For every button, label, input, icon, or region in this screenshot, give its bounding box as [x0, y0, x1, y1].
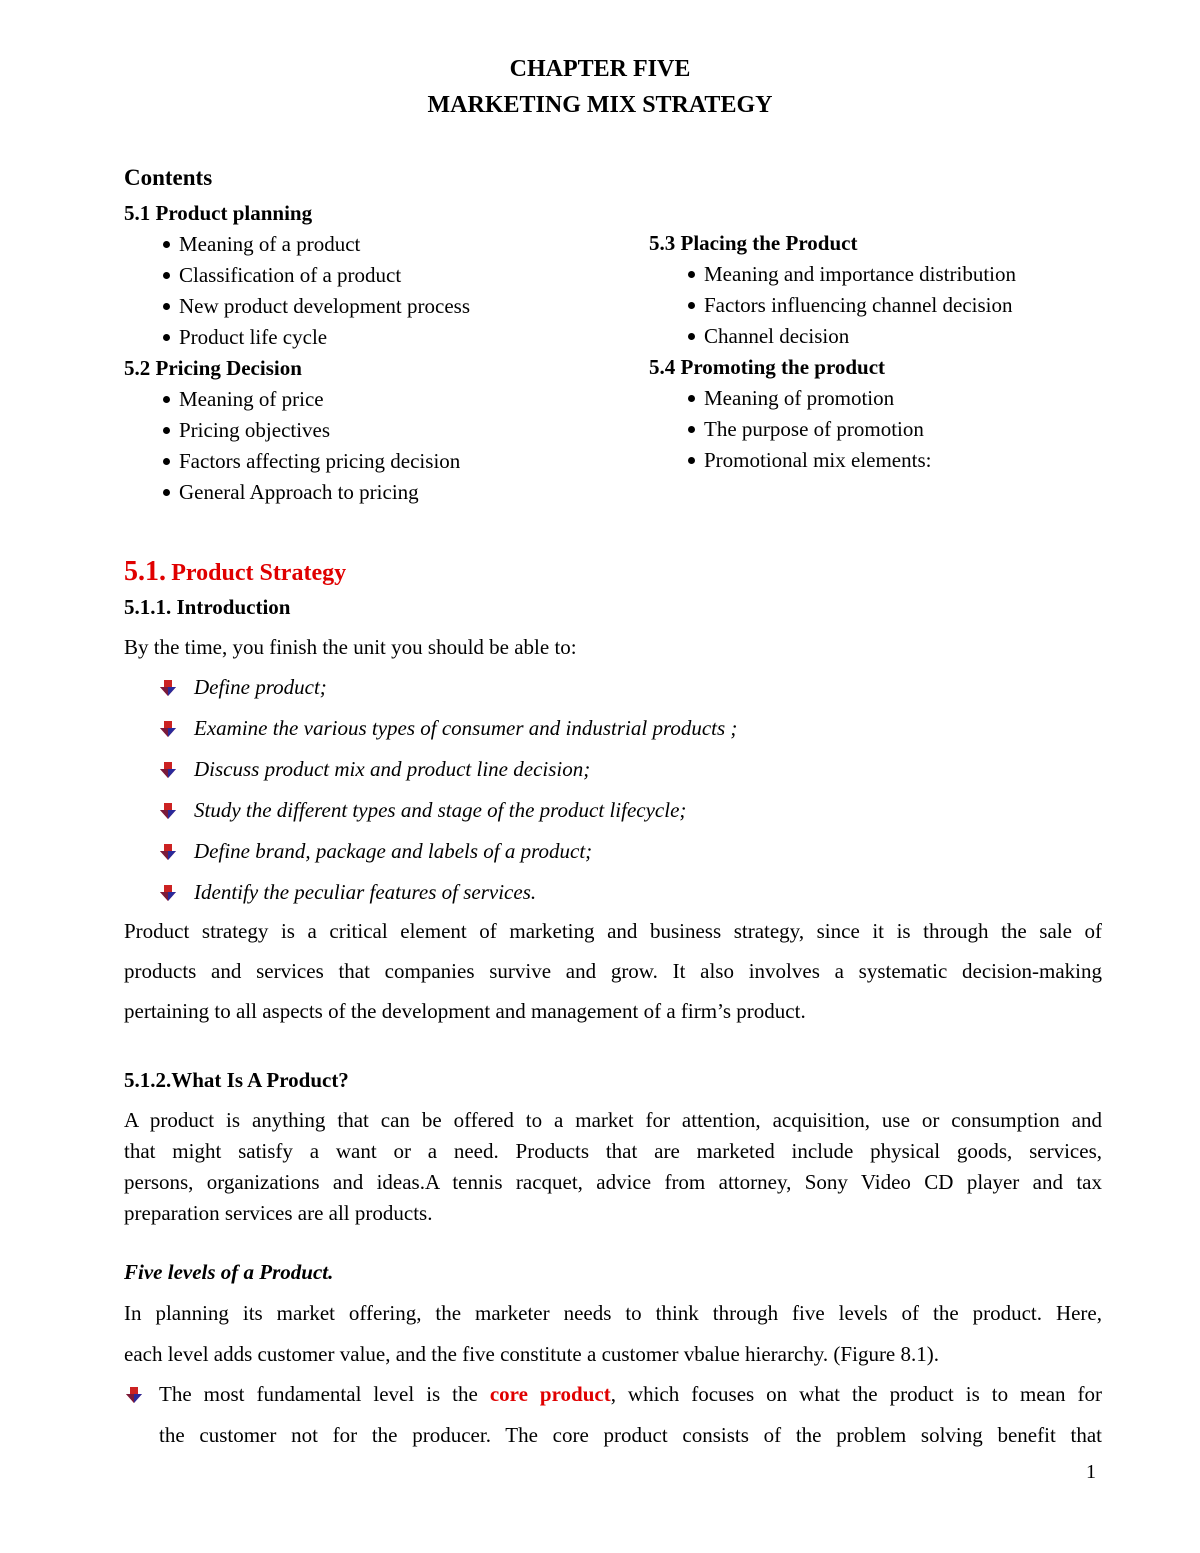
toc-item: Promotional mix elements: [684, 445, 1109, 476]
contents-heading: Contents [124, 165, 213, 190]
toc-item: Classification of a product [159, 260, 604, 291]
toc-item: Pricing objectives [159, 415, 604, 446]
toc-item: Channel decision [684, 321, 1109, 352]
intro-text: By the time, you finish the unit you should be able to: [124, 635, 577, 659]
objective-item: Identify the peculiar features of services. [158, 872, 1058, 913]
toc-item: New product development process [159, 291, 604, 322]
toc-item: Meaning of a product [159, 229, 604, 260]
arrow-bullet-icon [158, 760, 178, 780]
core-product-term: core product [489, 1382, 611, 1406]
objective-item: Examine the various types of consumer and industrial products ; [158, 708, 1058, 749]
toc-item: Factors influencing channel decision [684, 290, 1109, 321]
levels-paragraph: In planning its market offering, the marketer needs to think through five levels of the product. Here, each level adds customer value, and the five constitute a customer vbalue hierarchy. (Figure 8.1). [124, 1301, 1102, 1366]
objective-item: Study the different types and stage of the product lifecycle; [158, 790, 1058, 831]
objective-item: Define product; [158, 667, 1058, 708]
intro-heading: 5.1.1. Introduction [124, 595, 291, 619]
toc-item: The purpose of promotion [684, 414, 1109, 445]
toc-heading-5-1: 5.1 Product planning [124, 201, 313, 225]
toc-heading-5-4: 5.4 Promoting the product [649, 355, 886, 379]
chapter-subtitle: MARKETING MIX STRATEGY [427, 92, 773, 118]
arrow-bullet-icon [124, 1385, 144, 1405]
toc-list-5-1 [124, 229, 604, 353]
arrow-bullet-icon [158, 719, 178, 739]
toc-item: Product life cycle [159, 322, 604, 353]
section-heading-5-1 [124, 552, 346, 592]
what-heading: 5.1.2.What Is A Product? [124, 1068, 349, 1092]
toc-heading-5-2: 5.2 Pricing Decision [124, 356, 302, 380]
contents-right-column [649, 228, 1109, 476]
objectives-list [158, 667, 1058, 913]
toc-list-5-3 [649, 259, 1109, 352]
objective-item: Discuss product mix and product line decision; [158, 749, 1058, 790]
toc-item: Factors affecting pricing decision [159, 446, 604, 477]
arrow-bullet-icon [158, 842, 178, 862]
section-title: Product Strategy [171, 560, 347, 586]
arrow-bullet-icon [158, 883, 178, 903]
toc-item: General Approach to pricing [159, 477, 604, 508]
objective-item: Define brand, package and labels of a product; [158, 831, 1058, 872]
toc-list-5-4 [649, 383, 1109, 476]
arrow-bullet-icon [158, 801, 178, 821]
toc-item: Meaning and importance distribution [684, 259, 1109, 290]
levels-heading: Five levels of a Product. [124, 1260, 334, 1284]
contents-left-column [124, 197, 604, 508]
section-number: 5.1. [124, 556, 166, 587]
strategy-paragraph: Product strategy is a critical element of marketing and business strategy, since it is through the sale of products and services that companies survive and grow. It also involves a systematic decision-making pertaining to all aspects of the development and management of a firm’s product. [124, 919, 1102, 1023]
toc-item: Meaning of price [159, 384, 604, 415]
what-paragraph: A product is anything that can be offered to a market for attention, acquisition, use or consumption and that might satisfy a want or a need. Products that are marketed include physical goods, services, persons, organizations and ideas.A tennis racquet, advice from attorney, Sony Video CD player and tax preparation services are all products. [124, 1108, 1102, 1225]
toc-item: Meaning of promotion [684, 383, 1109, 414]
arrow-bullet-icon [158, 678, 178, 698]
chapter-title: CHAPTER FIVE [509, 56, 691, 82]
page-number: 1 [1086, 1461, 1096, 1483]
core-product-bullet: The most fundamental level is the core product, which focuses on what the product is to mean for the customer not for the producer. The core product consists of the problem solving benefit that [124, 1374, 1102, 1456]
toc-list-5-2 [124, 384, 604, 508]
toc-heading-5-3: 5.3 Placing the Product [649, 231, 858, 255]
